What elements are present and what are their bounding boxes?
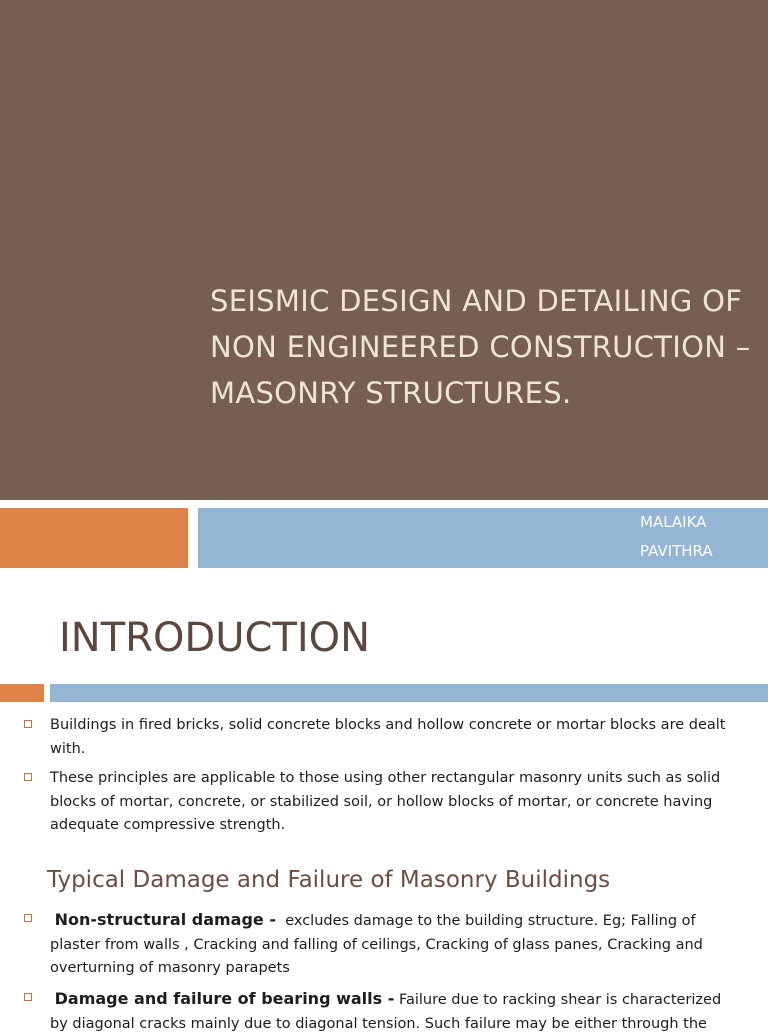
- author-name-2: PAVITHRA: [640, 542, 713, 560]
- bullet-item: [24, 767, 742, 838]
- bullet-item: [24, 714, 742, 761]
- subheading: Typical Damage and Failure of Masonry Buildings: [47, 867, 611, 893]
- title-slide-background: [0, 0, 768, 500]
- square-bullet-icon: [24, 720, 32, 728]
- accent-strip-orange: [0, 684, 44, 702]
- bullet-text: Buildings in fired bricks, solid concrete blocks and hollow concrete or mortar blocks are dealt with.: [50, 717, 726, 757]
- bullet-text: [50, 908, 742, 981]
- section-title: INTRODUCTION: [59, 615, 371, 661]
- bullet-description: excludes damage to the building structure. Eg; Falling of plaster from walls , Cracking and falling of ceilings, Cracking of glass panes, Cracking and overturning of masonry parapets: [50, 913, 703, 976]
- accent-strip-blue: [50, 684, 768, 702]
- bullet-term: Non-structural damage -: [54, 910, 276, 929]
- accent-band-orange: [0, 508, 188, 568]
- bullet-item: [24, 908, 742, 981]
- author-name-1: MALAIKA: [640, 513, 707, 531]
- bullet-text: These principles are applicable to those using other rectangular masonry units such as solid blocks of mortar, concrete, or stabilized soil, or hollow blocks of mortar, or concrete having adequate compressive strength.: [50, 770, 721, 833]
- slide-title: SEISMIC DESIGN AND DETAILING OF NON ENGINEERED CONSTRUCTION – MASONRY STRUCTURES.: [210, 284, 751, 410]
- square-bullet-icon: [24, 993, 32, 1001]
- square-bullet-icon: [24, 914, 32, 922]
- bullet-term: Damage and failure of bearing walls -: [54, 989, 395, 1008]
- bullet-text: [50, 987, 742, 1036]
- square-bullet-icon: [24, 773, 32, 781]
- bullet-description: Failure due to racking shear is characterized by diagonal cracks mainly due to diagonal tension. Such failure may be either through the: [50, 992, 722, 1032]
- bullet-item: [24, 987, 742, 1036]
